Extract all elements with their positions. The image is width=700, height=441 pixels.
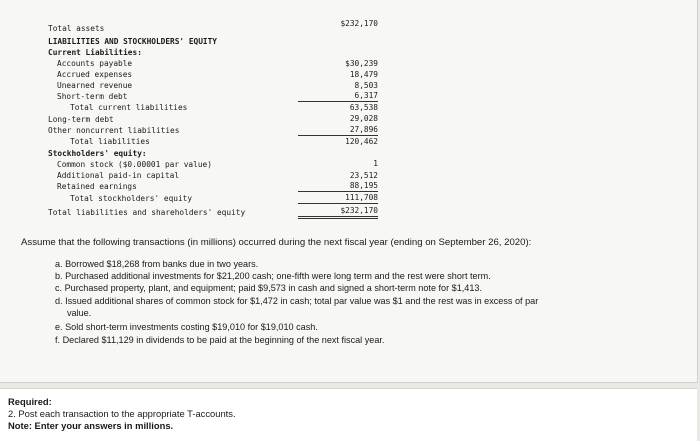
total-equity-value: 111,708	[298, 192, 378, 204]
total-liabilities-equity-label: Total liabilities and shareholders' equity	[48, 208, 246, 217]
common-stock-value: 1	[373, 159, 378, 168]
required-note: Note: Enter your answers in millions.	[8, 420, 174, 431]
apic-label: Additional paid-in capital	[57, 171, 180, 180]
total-equity-label: Total stockholders' equity	[70, 194, 193, 203]
total-liabilities-label: Total liabilities	[70, 137, 150, 146]
required-heading: Required:	[8, 396, 52, 407]
retained-earnings-value: 88,195	[298, 180, 378, 192]
accounts-payable-label: Accounts payable	[57, 59, 133, 68]
transaction-f: f. Declared $11,129 in dividends to be paid at the beginning of the next fiscal year.	[55, 335, 385, 345]
total-assets-label: Total assets	[48, 24, 105, 33]
transaction-b: b. Purchased additional investments for $21,200 cash; one-fifth were long term and the rest were short term.	[55, 271, 491, 281]
total-current-liabilities-value: 63,538	[349, 103, 378, 112]
unearned-revenue-value: 8,503	[354, 81, 378, 90]
short-term-debt-label: Short-term debt	[57, 92, 128, 101]
accrued-expenses-label: Accrued expenses	[57, 70, 133, 79]
instructions-text: Assume that the following transactions (in millions) occurred during the next fiscal year (ending on September 26, 2020):	[21, 237, 532, 248]
total-current-liabilities-label: Total current liabilities	[70, 103, 188, 112]
accrued-expenses-value: 18,479	[349, 70, 378, 79]
current-liabilities-header: Current Liabilities:	[48, 48, 142, 57]
apic-value: 23,512	[349, 171, 378, 180]
liabilities-equity-header: LIABILITIES AND STOCKHOLDERS' EQUITY	[48, 37, 217, 46]
transaction-e: e. Sold short-term investments costing $19,010 for $19,010 cash.	[55, 322, 318, 332]
total-liabilities-equity-value: $232,170	[298, 205, 378, 219]
transaction-d-cont: value.	[67, 308, 92, 318]
transaction-d: d. Issued additional shares of common stock for $1,472 in cash; total par value was $1 and the rest was in excess of par	[55, 296, 539, 306]
short-term-debt-value: 6,317	[298, 90, 378, 102]
long-term-debt-label: Long-term debt	[48, 115, 114, 124]
required-item: 2. Post each transaction to the appropriate T-accounts.	[8, 408, 236, 419]
common-stock-label: Common stock ($0.00001 par value)	[57, 160, 212, 169]
retained-earnings-label: Retained earnings	[57, 182, 137, 191]
transaction-c: c. Purchased property, plant, and equipment; paid $9,573 in cash and signed a short-term note for $1,413.	[55, 283, 483, 293]
transaction-a: a. Borrowed $18,268 from banks due in two years.	[55, 259, 259, 269]
unearned-revenue-label: Unearned revenue	[57, 81, 133, 90]
accounts-payable-value: $30,239	[345, 59, 378, 68]
required-section	[0, 388, 697, 441]
other-noncurrent-value: 27,896	[298, 124, 378, 136]
total-liabilities-value: 120,462	[345, 137, 378, 146]
long-term-debt-value: 29,028	[349, 114, 378, 123]
other-noncurrent-label: Other noncurrent liabilities	[48, 126, 180, 135]
stockholders-equity-header: Stockholders' equity:	[48, 149, 147, 158]
total-assets-value: $232,170	[340, 19, 378, 28]
